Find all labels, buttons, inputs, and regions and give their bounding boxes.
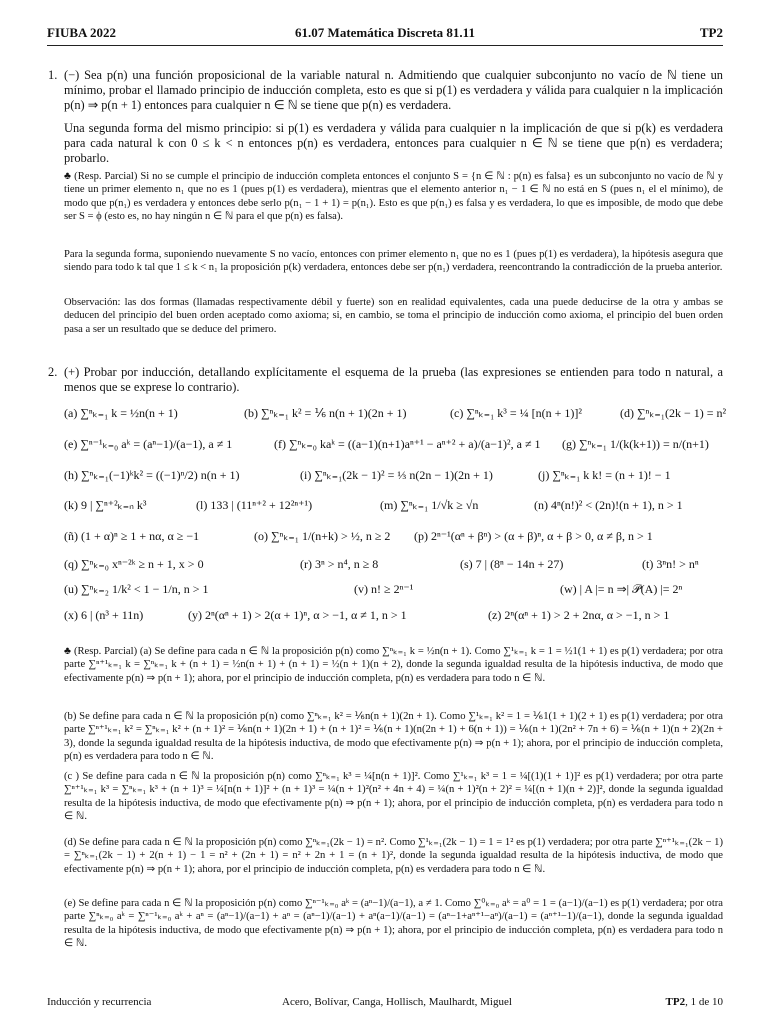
ex1-solution-second: Para la segunda forma, suponiendo nuevamente S no vacío, entonces con primer elemento n₁ que no es 1 (pues p(1) es verdadera), la hipótesis asegura que siendo para todo k tal que 1 ≤ k < n₁ la proposición p(k) verdadera, entonces debe ser p(n₁) verdadera, reencontrando la contradicción de la prueba anterior.	[64, 249, 723, 274]
exercise-row	[64, 468, 723, 486]
item-m: (m) ∑ⁿₖ₌₁ 1/√k ≥ √n	[380, 498, 479, 512]
footer-left: Inducción y recurrencia	[47, 996, 152, 1008]
page-footer	[47, 996, 723, 1012]
footer-page-label: TP2	[665, 996, 686, 1008]
ex1-observation: Observación: las dos formas (llamadas respectivamente débil y fuerte) son en realidad equivalentes, cada una puede deducirse de la otra y ambas se deducen del principio del buen orden aceptado como axioma; si, en cambio, se toma el principio de inducción como axioma, el principio del buen orden pasa a ser un resultado que se deduce del primero.	[64, 297, 723, 335]
ex2-statement: (+) Probar por inducción, detallando explícitamente el esquema de la prueba (las expresiones se entienden para todo n natural, a menos que se exprese lo contrario).	[64, 365, 723, 395]
item-t: (t) 3ⁿn! > nⁿ	[642, 557, 699, 571]
ex2-number: 2.	[48, 365, 58, 379]
ex1-solution: ♣ (Resp. Parcial) Si no se cumple el principio de inducción completa entonces el conjunto S = {n ∈ ℕ : p(n) es falsa} es un subconjunto no vacío de ℕ y tiene un primer elemento n₁ que no es 1 (pues p(1) es verdadera), mientras que el elemento anterior n₁ − 1 ∈ ℕ no está en S (pues n₁ el el mínimo), de modo que p(n₁) es verdadera y entonces debe serlo p(n₁ − 1 + 1) = p(n₁). Esto es que p(n₁) es falsa y es verdadera, lo que es imposible, de modo que debe ser S = ϕ (esto es, no hay ningún n ∈ ℕ para el que p(n) es falsa).	[64, 171, 723, 222]
item-a: (a) ∑ⁿₖ₌₁ k = ½n(n + 1)	[64, 406, 178, 420]
item-e: (e) ∑ⁿ⁻¹ₖ₌₀ aᵏ = (aⁿ−1)/(a−1), a ≠ 1	[64, 437, 233, 451]
item-w: (w) | A |= n ⇒| 𝒫(A) |= 2ⁿ	[560, 582, 683, 596]
exercise-row	[64, 529, 723, 547]
header-center: 61.07 Matemática Discreta 81.11	[295, 25, 475, 40]
solution-e: (e) Se define para cada n ∈ ℕ la proposición p(n) como ∑ⁿ⁻¹ₖ₌₀ aᵏ = (aⁿ−1)/(a−1), a ≠ 1. Como ∑⁰ₖ₌₀ aᵏ = a⁰ = 1 = (a−1)/(a−1) es p(1) verdadera; por otra parte ∑ⁿₖ₌₀ aᵏ = ∑ⁿ⁻¹ₖ₌₀ aᵏ + aⁿ = (aⁿ−1)/(a−1) + aⁿ = (aⁿ−1)/(a−1) + aⁿ(a−1)/(a−1) = (aⁿ−1+aⁿ⁺¹−aⁿ)/(a−1) = (aⁿ⁺¹−1)/(a−1), donde la segunda igualdad resulta de la hipótesis inductiva, de modo que efectivamente p(n) ⇒ p(n + 1); ahora, por el principio de inducción completa, p(n) es verdadera para todo n ∈ ℕ.	[64, 898, 723, 949]
item-r: (r) 3ⁿ > n⁴, n ≥ 8	[300, 557, 379, 571]
item-d: (d) ∑ⁿₖ₌₁(2k − 1) = n²	[620, 406, 727, 420]
item-q: (q) ∑ⁿₖ₌₀ xⁿ⁻²ᵏ ≥ n + 1, x > 0	[64, 557, 204, 571]
item-h: (h) ∑ⁿₖ₌₁(−1)ᵏk² = ((−1)ⁿ/2) n(n + 1)	[64, 468, 240, 482]
ex1-number: 1.	[48, 68, 58, 82]
item-y: (y) 2ⁿ(αⁿ + 1) > 2(α + 1)ⁿ, α > −1, α ≠ 1, n > 1	[188, 608, 407, 622]
item-x: (x) 6 | (n³ + 11n)	[64, 608, 144, 622]
item-s: (s) 7 | (8ⁿ − 14n + 27)	[460, 557, 564, 571]
exercise-row	[64, 406, 727, 424]
item-n: (n) 4ⁿ(n!)² < (2n)!(n + 1), n > 1	[534, 498, 683, 512]
solution-a: ♣ (Resp. Parcial) (a) Se define para cada n ∈ ℕ la proposición p(n) como ∑ⁿₖ₌₁ k = ½n(n + 1). Como ∑¹ₖ₌₁ k = 1 = ½1(1 + 1) es p(1) verdadera; por otra parte ∑ⁿ⁺¹ₖ₌₁ k = ∑ⁿₖ₌₁ k + (n + 1) = ½n(n + 1) + (n + 1) = ½(n + 1)(n + 2), donde la segunda igualdad resulta de la hipótesis inductiva, de modo que efectivamente p(n) ⇒ p(n + 1); ahora, por el principio de inducción completa, p(n) es verdadera para todo n ∈ ℕ.	[64, 646, 723, 684]
item-o: (o) ∑ⁿₖ₌₁ 1/(n+k) > ½, n ≥ 2	[254, 529, 391, 543]
ex1-second-form: Una segunda forma del mismo principio: si p(1) es verdadera y válida para cualquier n la implicación de que si p(k) es verdadera para cada natural k con 0 ≤ k < n entonces p(n) es verdadera, entonces para cualquier n ∈ ℕ se tiene que p(n) es verdadera; probarlo.	[64, 121, 723, 166]
exercise-row	[64, 582, 723, 600]
ex1-statement: (−) Sea p(n) una función proposicional de la variable natural n. Admitiendo que cualquier subconjunto no vacío de ℕ tiene un mínimo, probar el llamado principio de inducción completa, esto es que si p(1) es verdadera y válida para cualquier n la implicación p(n) ⇒ p(n + 1) entonces para cualquier n ∈ ℕ se tiene que p(n) es verdadera.	[64, 68, 723, 113]
footer-authors: Acero, Bolívar, Canga, Hollisch, Maulhardt, Miguel	[282, 996, 512, 1008]
solution-b: (b) Se define para cada n ∈ ℕ la proposición p(n) como ∑ⁿₖ₌₁ k² = ⅙n(n + 1)(2n + 1). Como ∑¹ₖ₌₁ k² = 1 = ⅙1(1 + 1)(2 + 1) es p(1) verdadera; por otra parte ∑ⁿ⁺¹ₖ₌₁ k² = ∑ⁿₖ₌₁ k² + (n + 1)² = ⅙n(n + 1)(2n + 1) + (n + 1)² = ⅙(n + 1)(n(2n + 1) + 6(n + 1)) = ⅙(n + 1)(2n² + 7n + 6) = ⅙(n + 1)(n + 2)(2n + 3), donde la segunda igualdad resulta de la hipótesis inductiva, de modo que efectivamente p(n) ⇒ p(n + 1); ahora, por el principio de inducción completa, p(n) es verdadera para todo n ∈ ℕ.	[64, 711, 723, 762]
item-k: (k) 9 | ∑ⁿ⁺²ₖ₌ₙ k³	[64, 498, 147, 512]
item-u: (u) ∑ⁿₖ₌₂ 1/k² < 1 − 1/n, n > 1	[64, 582, 209, 596]
item-enie: (ñ) (1 + α)ⁿ ≥ 1 + nα, α ≥ −1	[64, 529, 200, 543]
item-b: (b) ∑ⁿₖ₌₁ k² = ⅙ n(n + 1)(2n + 1)	[244, 406, 407, 420]
exercise-row	[64, 557, 723, 575]
footer-page-count: , 1 de 10	[685, 996, 723, 1008]
solution-d: (d) Se define para cada n ∈ ℕ la proposición p(n) como ∑ⁿₖ₌₁(2k − 1) = n². Como ∑¹ₖ₌₁(2k − 1) = 1 = 1² es p(1) verdadera; por otra parte ∑ⁿ⁺¹ₖ₌₁(2k − 1) = ∑ⁿₖ₌₁(2k − 1) + 2(n + 1) − 1 = n² + (2n + 1) = n² + 2n + 1 = (n + 1)², donde la segunda igualdad resulta de la hipótesis inductiva, de modo que efectivamente p(n) ⇒ p(n + 1); ahora, por el principio de inducción completa, p(n) es verdadera para todo n ∈ ℕ.	[64, 837, 723, 875]
solution-c: (c ) Se define para cada n ∈ ℕ la proposición p(n) como ∑ⁿₖ₌₁ k³ = ¼[n(n + 1)]². Como ∑¹ₖ₌₁ k³ = 1 = ¼[(1)(1 + 1)]² es p(1) verdadera; por otra parte ∑ⁿ⁺¹ₖ₌₁ k³ = ∑ⁿₖ₌₁ k³ + (n + 1)³ = ¼[n(n + 1)]² + (n + 1)³ = ¼(n + 1)²(n² + 4n + 4) = ¼(n + 1)²(n + 2)² = ¼[(n + 1)(n + 2)]², donde la segunda igualdad resulta de la hipótesis inductiva, de modo que efectivamente p(n) ⇒ p(n + 1); ahora, por el principio de inducción completa, p(n) es verdadera para todo n ∈ ℕ.	[64, 771, 723, 822]
item-l: (l) 133 | (11ⁿ⁺² + 12²ⁿ⁺¹)	[196, 498, 313, 512]
footer-page	[666, 996, 723, 1008]
header-left: FIUBA 2022	[47, 25, 116, 40]
header-right: TP2	[699, 25, 723, 40]
exercise-row	[64, 498, 723, 516]
item-i: (i) ∑ⁿₖ₌₁(2k − 1)² = ⅓ n(2n − 1)(2n + 1)	[300, 468, 493, 482]
item-z: (z) 2ⁿ(αⁿ + 1) > 2 + 2nα, α > −1, n > 1	[488, 608, 670, 622]
item-j: (j) ∑ⁿₖ₌₁ k k! = (n + 1)! − 1	[538, 468, 671, 482]
item-v: (v) n! ≥ 2ⁿ⁻¹	[354, 582, 414, 596]
item-p: (p) 2ⁿ⁻¹(αⁿ + βⁿ) > (α + β)ⁿ, α + β > 0, α ≠ β, n > 1	[414, 529, 653, 543]
exercise-row	[64, 608, 723, 626]
exercise-row	[64, 437, 723, 455]
header-rule	[47, 45, 723, 46]
item-g: (g) ∑ⁿₖ₌₁ 1/(k(k+1)) = n/(n+1)	[562, 437, 709, 451]
item-f: (f) ∑ⁿₖ₌₀ kaᵏ = ((a−1)(n+1)aⁿ⁺¹ − aⁿ⁺² + a)/(a−1)², a ≠ 1	[274, 437, 541, 451]
item-c: (c) ∑ⁿₖ₌₁ k³ = ¼ [n(n + 1)]²	[450, 406, 582, 420]
page-header	[47, 25, 723, 45]
